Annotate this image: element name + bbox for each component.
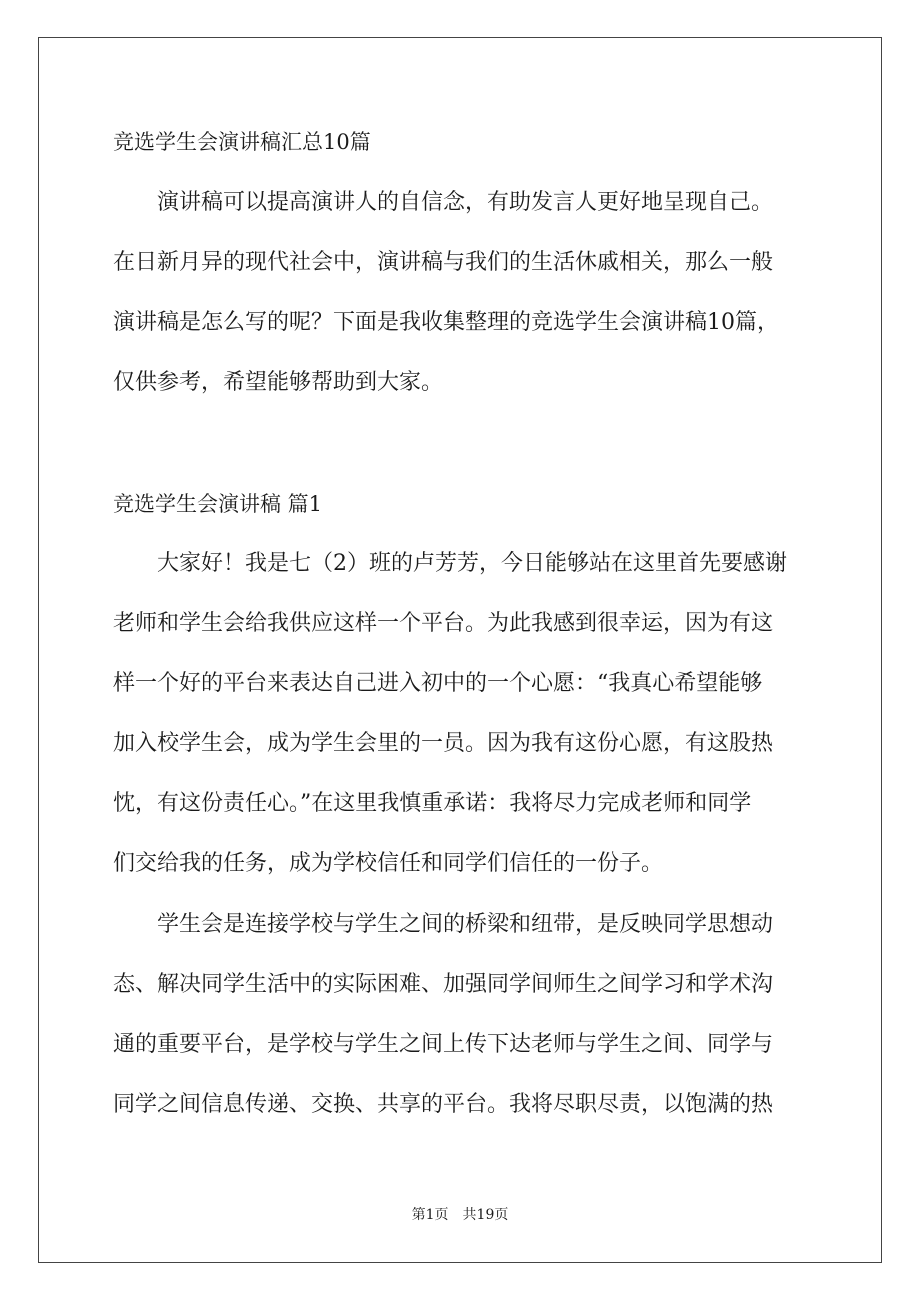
intro-line-3: 演讲稿是怎么写的呢？下面是我收集整理的竞选学生会演讲稿10篇， [113,310,779,335]
document-title: 竞选学生会演讲稿汇总10篇 [113,130,371,154]
para2-line-2: 态、解决同学生活中的实际困难、加强同学间师生之间学习和学术沟 [113,972,774,997]
para1-line-6: 们交给我的任务，成为学校信任和同学们信任的一份子。 [113,851,664,876]
page-frame [38,37,882,1263]
intro-line-4: 仅供参考，希望能够帮助到大家。 [113,370,444,395]
para2-line-1: 学生会是连接学校与学生之间的桥梁和纽带，是反映同学思想动 [157,912,774,937]
para2-line-3: 通的重要平台，是学校与学生之间上传下达老师与学生之间、同学与 [113,1032,774,1057]
para1-line-2: 老师和学生会给我供应这样一个平台。为此我感到很幸运，因为有这 [113,611,774,636]
para1-line-5: 忱，有这份责任心。”在这里我慎重承诺：我将尽力完成老师和同学 [113,791,752,816]
intro-line-1: 演讲稿可以提高演讲人的自信念，有助发言人更好地呈现自己。 [157,190,774,215]
page-number-footer: 第1页 共19页 [411,1207,509,1223]
para2-line-4: 同学之间信息传递、交换、共享的平台。我将尽职尽责，以饱满的热 [113,1092,774,1117]
intro-line-2: 在日新月异的现代社会中，演讲稿与我们的生活休戚相关，那么一般 [113,250,774,275]
para1-line-3: 样一个好的平台来表达自己进入初中的一个心愿：“我真心希望能够 [113,671,763,696]
para1-line-1: 大家好！我是七（2）班的卢芳芳，今日能够站在这里首先要感谢 [157,551,787,576]
para1-line-4: 加入校学生会，成为学生会里的一员。因为我有这份心愿，有这股热 [113,731,774,756]
section-title: 竞选学生会演讲稿 篇1 [113,492,323,516]
